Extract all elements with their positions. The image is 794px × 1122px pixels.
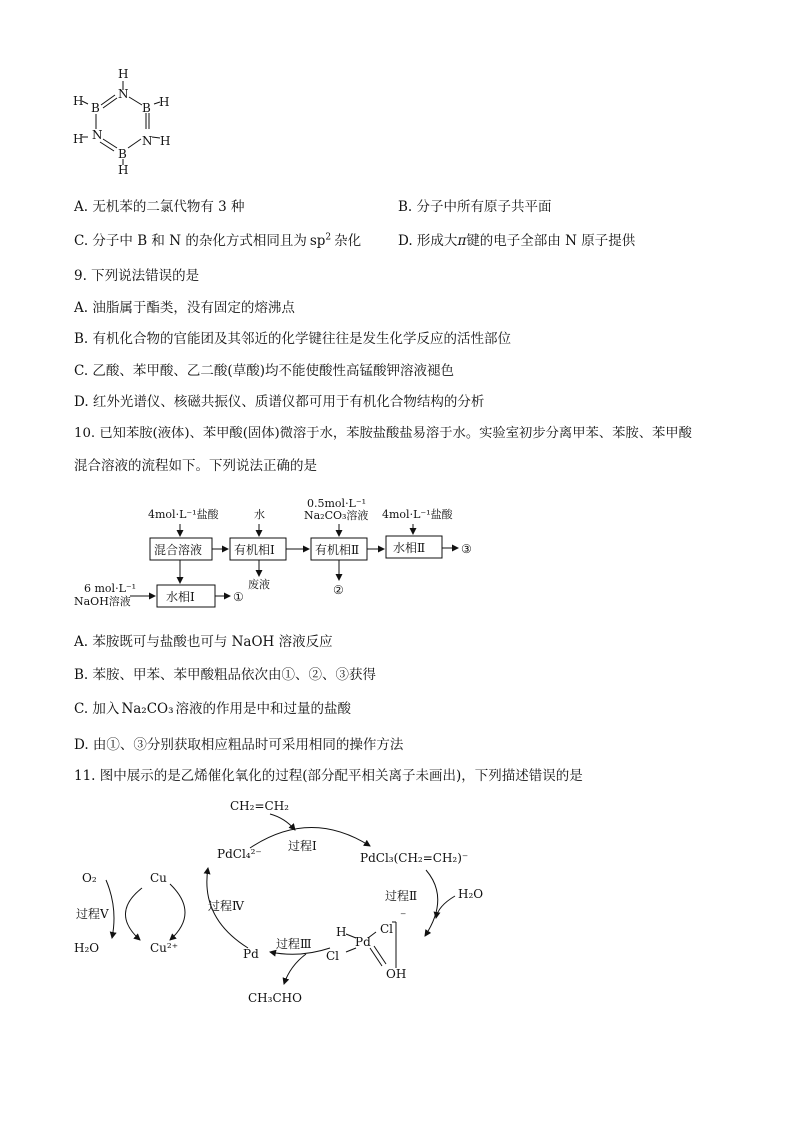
atom-b-right: B [142, 101, 151, 115]
atom-h-bottom: H [118, 163, 129, 176]
q9-option-a: A. 油脂属于酯类，没有固定的熔沸点 [74, 300, 295, 316]
q10-option-b: B. 苯胺、甲苯、苯甲酸粗品依次由①、②、③获得 [74, 667, 377, 683]
ethylene-oxidation-cycle [70, 788, 530, 1020]
intermediate-cl-2: Cl [326, 949, 340, 963]
reagent-hcl-1: 4mol·L⁻¹盐酸 [148, 508, 219, 521]
q8-option-c-tail: 杂化 [334, 233, 362, 249]
step-1-label: 过程Ⅰ [288, 839, 317, 853]
intermediate-pd: Pd [355, 935, 371, 949]
q8-option-c-sup: 2 [325, 232, 332, 243]
ethylene: CH₂=CH₂ [230, 799, 289, 813]
atom-n-top: N [118, 87, 129, 101]
atom-b-bottom: B [118, 147, 127, 161]
box-organic-phase-1-label: 有机相Ⅰ [234, 543, 275, 557]
atom-n-right: N [142, 134, 153, 148]
atom-h-lower-left: H [73, 132, 84, 146]
reagent-hcl-2: 4mol·L⁻¹盐酸 [382, 508, 453, 521]
q10-stem-line2: 混合溶液的流程如下。下列说法正确的是 [74, 458, 317, 474]
q8-option-b: B. 分子中所有原子共平面 [398, 199, 552, 215]
step-4-label: 过程Ⅳ [208, 899, 244, 913]
q8-option-d-text: D. 形成大 [398, 233, 458, 249]
step-3-label: 过程Ⅲ [276, 937, 312, 951]
intermediate-cl-1: Cl [380, 922, 394, 936]
q9-option-d: D. 红外光谱仪、核磁共振仪、质谱仪都可用于有机化合物结构的分析 [74, 394, 485, 410]
box-organic-phase-2-label: 有机相Ⅱ [315, 543, 360, 557]
oxygen: O₂ [82, 871, 97, 885]
q8-option-d-pi: π [457, 233, 467, 249]
intermediate-h: H [336, 925, 347, 939]
q10-option-c [74, 697, 351, 717]
atom-h-upper-left: H [73, 94, 84, 108]
water-product: H₂O [74, 941, 100, 955]
q10-option-d: D. 由①、③分别获取相应粗品时可采用相同的操作方法 [74, 737, 404, 753]
intermediate-charge: ⁻ [400, 909, 407, 923]
atom-n-left: N [92, 128, 103, 142]
box-water-phase-1-label: 水相Ⅰ [166, 590, 195, 604]
q10-option-c-text: C. 加入 [74, 701, 120, 717]
atom-h-top: H [118, 67, 129, 81]
copper-ion: Cu²⁺ [150, 941, 179, 955]
pdcl4-anion: PdCl₄²⁻ [217, 847, 262, 861]
intermediate-oh: OH [386, 967, 407, 981]
step-2-label: 过程Ⅱ [385, 889, 418, 903]
q10-option-a: A. 苯胺既可与盐酸也可与 NaOH 溶液反应 [74, 634, 333, 650]
reagent-na2co3: Na₂CO₃溶液 [304, 509, 369, 522]
q8-option-c-text: C. 分子中 B 和 N 的杂化方式相同且为 [74, 233, 307, 249]
reagent-naoh-conc: 6 mol·L⁻¹ [84, 582, 137, 595]
q8-option-d [398, 229, 635, 249]
q10-option-c-formula: Na₂CO₃ [121, 701, 174, 717]
output-1: ① [233, 590, 244, 604]
box-water-phase-2-label: 水相Ⅱ [393, 541, 426, 555]
q9-stem: 9. 下列说法错误的是 [74, 268, 200, 284]
separation-flowchart [70, 488, 500, 613]
water-reactant: H₂O [458, 887, 484, 901]
q9-option-b: B. 有机化合物的官能团及其邻近的化学键往往是发生化学反应的活性部位 [74, 331, 512, 347]
q8-option-c [74, 229, 361, 249]
step-5-label: 过程Ⅴ [76, 907, 109, 921]
q8-option-d-tail: 键的电子全部由 N 原子提供 [466, 233, 636, 249]
copper: Cu [150, 871, 167, 885]
atom-h-upper-right: H [159, 95, 170, 109]
q10-stem-line1: 10. 已知苯胺(液体)、苯甲酸(固体)微溶于水，苯胺盐酸盐易溶于水。实验室初步分离甲苯、苯胺、苯甲酸 [74, 426, 692, 441]
reagent-naoh: NaOH溶液 [74, 595, 131, 608]
pd-ethylene-complex: PdCl₃(CH₂=CH₂)⁻ [360, 851, 469, 865]
pd-metal: Pd [243, 947, 259, 961]
acetaldehyde: CH₃CHO [248, 991, 302, 1005]
q8-option-c-sp: sp [309, 233, 326, 249]
output-3: ③ [461, 542, 472, 556]
q8-option-a: A. 无机苯的二氯代物有 3 种 [74, 199, 245, 215]
q9-option-c: C. 乙酸、苯甲酸、乙二酸(草酸)均不能使酸性高锰酸钾溶液褪色 [74, 363, 454, 379]
borazine-structure [70, 64, 180, 176]
q10-option-c-tail: 溶液的作用是中和过量的盐酸 [175, 701, 352, 717]
box-mixed-solution-label: 混合溶液 [154, 543, 203, 557]
q11-stem: 11. 图中展示的是乙烯催化氧化的过程(部分配平相关离子未画出)，下列描述错误的是 [74, 768, 583, 784]
reagent-na2co3-conc: 0.5mol·L⁻¹ [307, 497, 367, 510]
waste-liquid: 废液 [248, 578, 270, 591]
reagent-water: 水 [254, 508, 265, 521]
atom-b-left: B [91, 101, 100, 115]
output-2: ② [333, 583, 344, 597]
atom-h-lower-right: H [160, 134, 171, 148]
